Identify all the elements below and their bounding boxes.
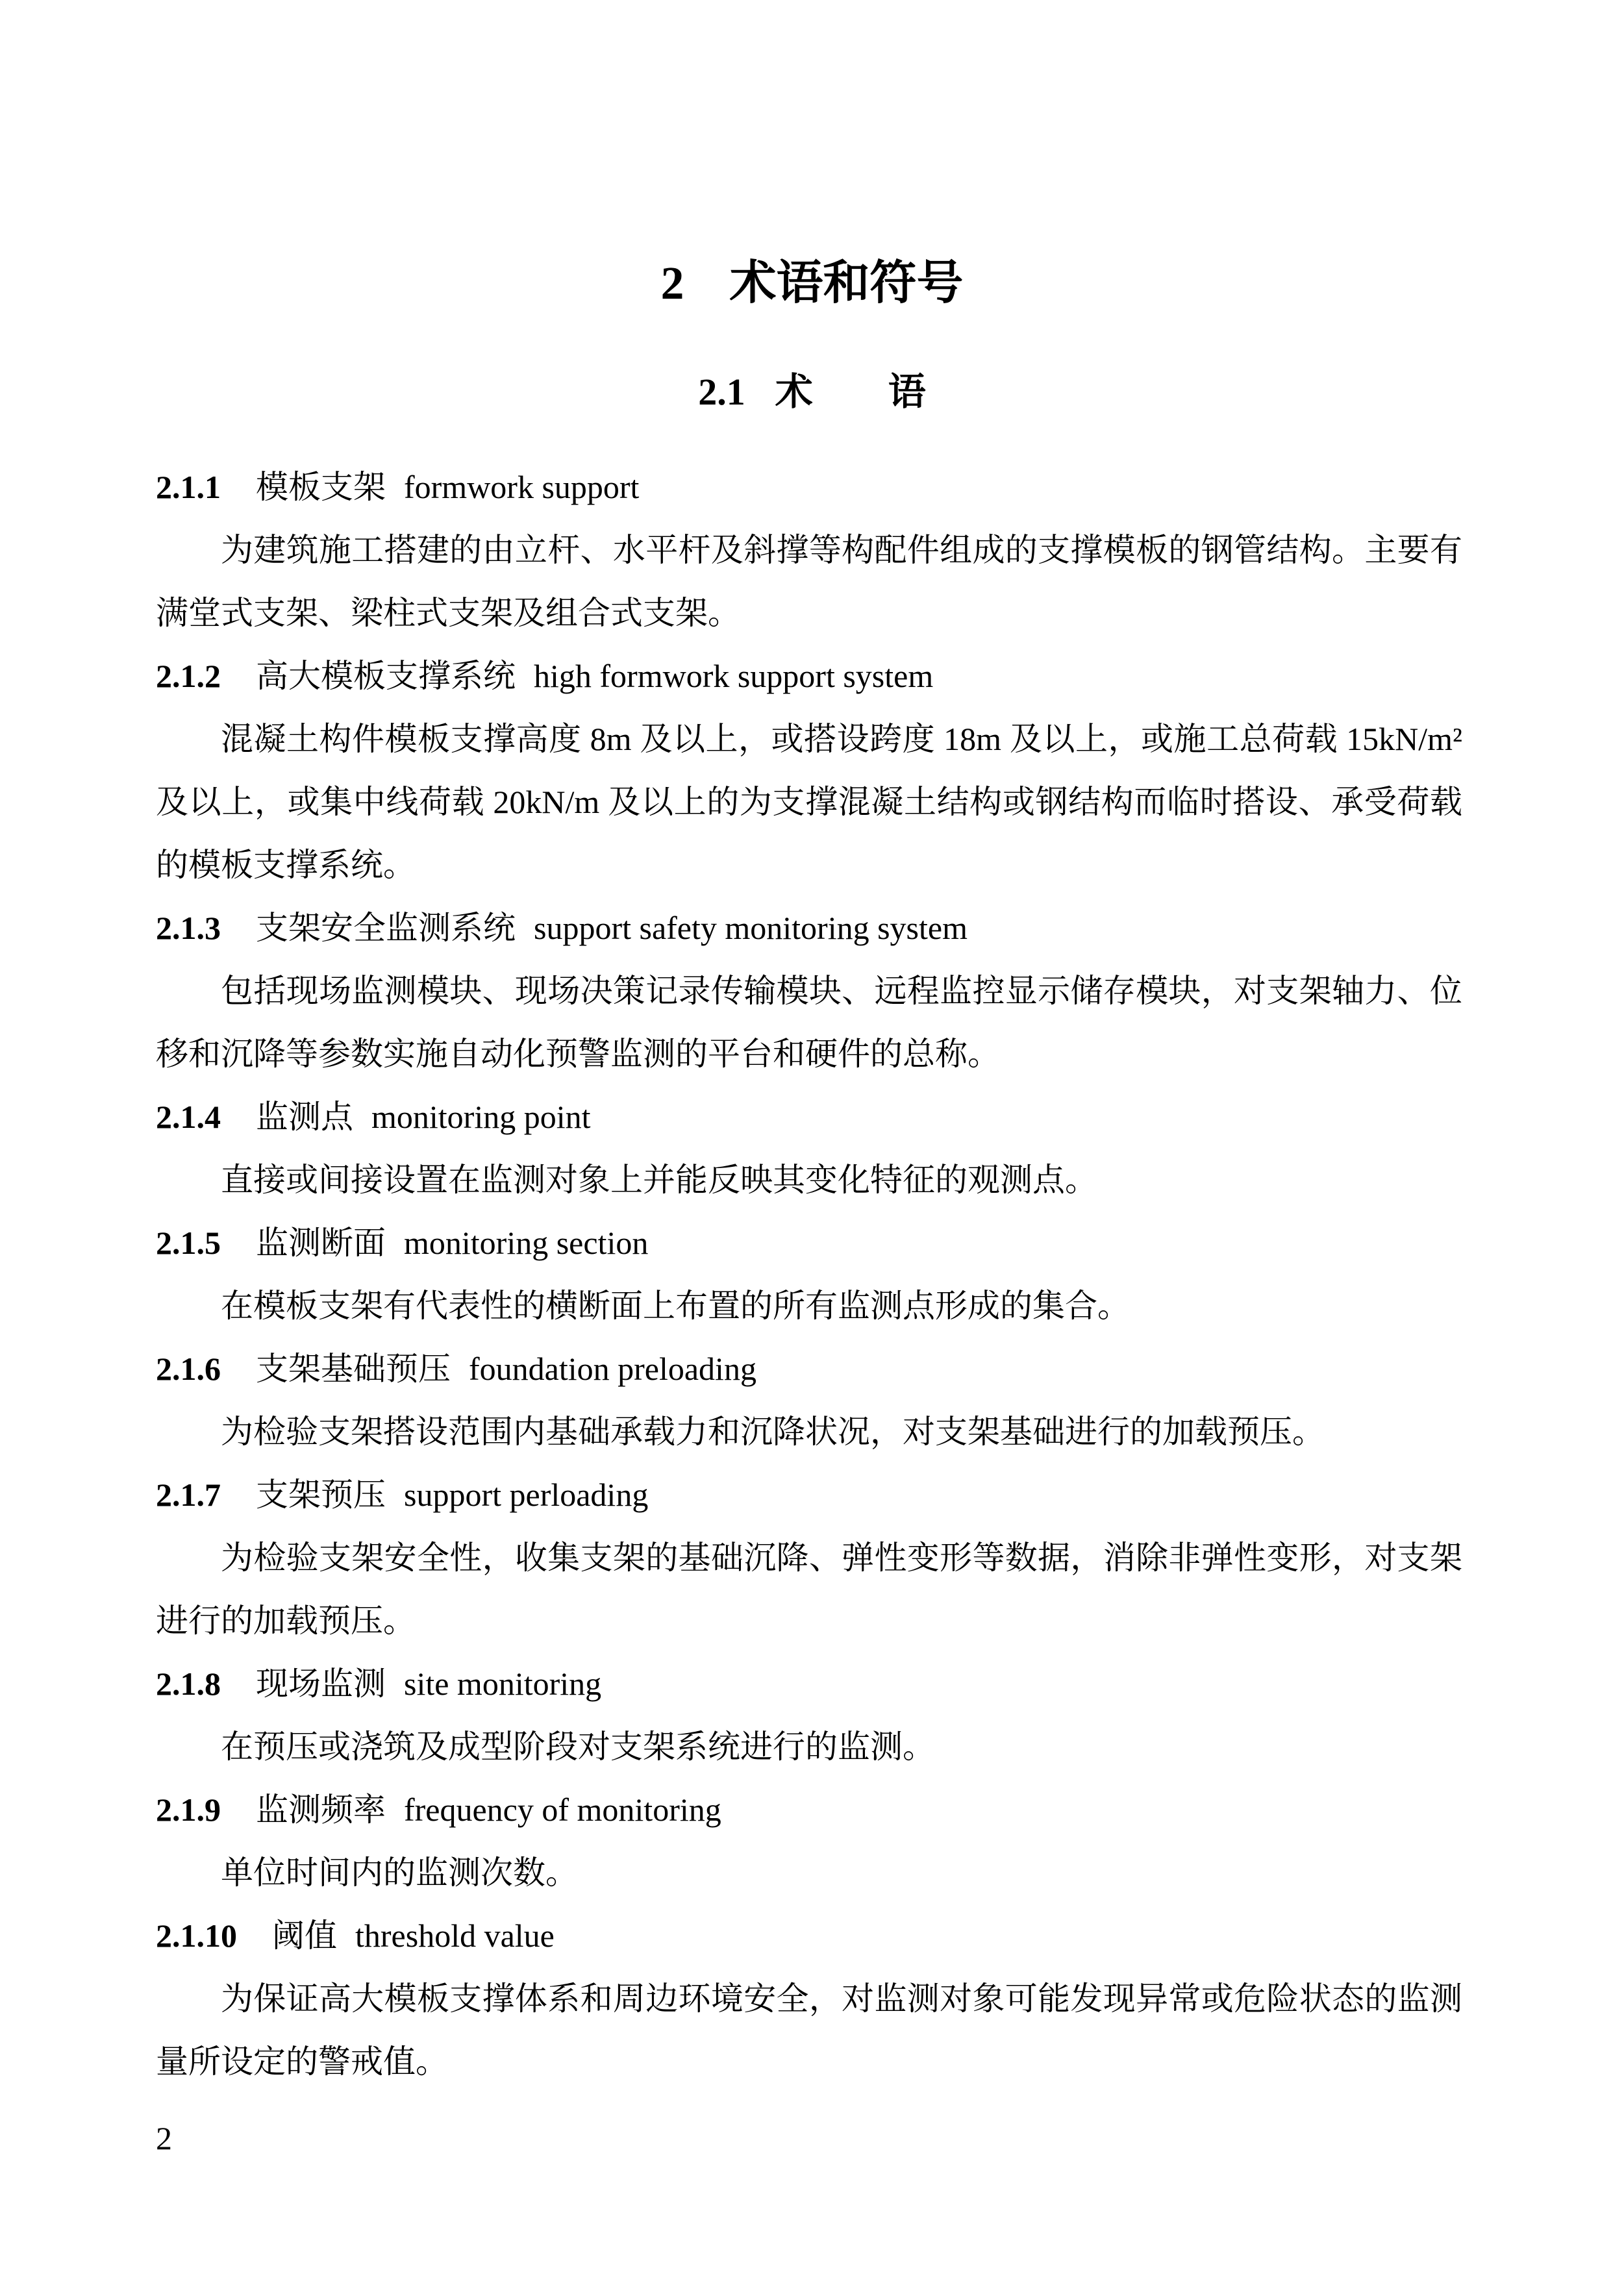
page-number: 2 <box>156 2120 172 2156</box>
chapter-number: 2 <box>660 257 684 309</box>
term-definition: 在预压或浇筑及成型阶段对支架系统进行的监测。 <box>221 1728 935 1765</box>
term-number: 2.1.4 <box>156 1099 221 1135</box>
term-chinese: 支架基础预压 <box>256 1351 451 1387</box>
term-definition: 混凝土构件模板支撑高度 8m 及以上，或搭设跨度 18m 及以上，或施工总荷载 15kN/m²及以上，或集中线荷载 20kN/m 及以上的为支撑混凝土结构或钢结构而临时搭设、承受荷载的模板支撑系统。 <box>156 721 1462 883</box>
section-number: 2.1 <box>698 371 745 413</box>
term-definition: 单位时间内的监测次数。 <box>221 1854 578 1891</box>
term-number: 2.1.6 <box>156 1351 221 1387</box>
term-english: high formwork support system <box>534 658 934 694</box>
term-definition: 为建筑施工搭建的由立杆、水平杆及斜撑等构配件组成的支撑模板的钢管结构。主要有满堂式支架、梁柱式支架及组合式支架。 <box>156 532 1462 631</box>
term-number: 2.1.1 <box>156 469 221 505</box>
term-heading <box>156 1338 1462 1401</box>
term-item <box>156 1212 1462 1338</box>
term-chinese: 监测频率 <box>256 1791 386 1828</box>
term-english: frequency of monitoring <box>404 1791 721 1828</box>
term-chinese: 监测断面 <box>256 1225 386 1261</box>
term-chinese: 支架预压 <box>256 1477 386 1513</box>
chapter-title-text: 术语和符号 <box>729 257 964 309</box>
term-item <box>156 1904 1462 2093</box>
term-english: threshold value <box>355 1917 555 1954</box>
term-heading <box>156 1904 1462 1967</box>
term-chinese: 阈值 <box>272 1917 337 1954</box>
term-item <box>156 1086 1462 1212</box>
term-heading <box>156 897 1462 960</box>
term-english: support safety monitoring system <box>534 910 968 946</box>
term-number: 2.1.3 <box>156 910 221 946</box>
term-number: 2.1.2 <box>156 658 221 694</box>
term-number: 2.1.9 <box>156 1791 221 1828</box>
term-chinese: 支架安全监测系统 <box>256 910 516 946</box>
section-title-text: 术 语 <box>775 371 926 413</box>
term-number: 2.1.7 <box>156 1477 221 1513</box>
term-definition: 包括现场监测模块、现场决策记录传输模块、远程监控显示储存模块，对支架轴力、位移和沉降等参数实施自动化预警监测的平台和硬件的总称。 <box>156 973 1462 1072</box>
term-chinese: 模板支架 <box>256 469 386 505</box>
term-heading <box>156 1086 1462 1149</box>
term-item <box>156 456 1462 645</box>
section-title <box>0 367 1624 418</box>
term-english: monitoring section <box>404 1225 649 1261</box>
term-english: monitoring point <box>371 1099 591 1135</box>
term-number: 2.1.5 <box>156 1225 221 1261</box>
term-heading <box>156 456 1462 519</box>
term-item <box>156 1778 1462 1904</box>
term-heading <box>156 1778 1462 1841</box>
term-item <box>156 1653 1462 1778</box>
term-item <box>156 897 1462 1086</box>
term-chinese: 高大模板支撑系统 <box>256 658 516 694</box>
term-number: 2.1.10 <box>156 1917 237 1954</box>
term-number: 2.1.8 <box>156 1666 221 1702</box>
term-heading <box>156 1464 1462 1527</box>
term-english: support perloading <box>404 1477 649 1513</box>
term-item <box>156 645 1462 897</box>
term-definition: 直接或间接设置在监测对象上并能反映其变化特征的观测点。 <box>221 1162 1097 1198</box>
term-item <box>156 1338 1462 1464</box>
terms-list <box>156 456 1462 2093</box>
term-heading <box>156 645 1462 708</box>
term-heading <box>156 1212 1462 1275</box>
term-definition: 为检验支架安全性，收集支架的基础沉降、弹性变形等数据，消除非弹性变形，对支架进行的加载预压。 <box>156 1540 1462 1639</box>
term-item <box>156 1464 1462 1653</box>
term-heading <box>156 1653 1462 1716</box>
chapter-title <box>0 255 1624 312</box>
term-english: formwork support <box>404 469 640 505</box>
term-definition: 为保证高大模板支撑体系和周边环境安全，对监测对象可能发现异常或危险状态的监测量所设定的警戒值。 <box>156 1980 1462 2080</box>
term-english: site monitoring <box>404 1666 602 1702</box>
term-chinese: 监测点 <box>256 1099 353 1135</box>
term-definition: 在模板支架有代表性的横断面上布置的所有监测点形成的集合。 <box>221 1288 1130 1324</box>
term-definition: 为检验支架搭设范围内基础承载力和沉降状况，对支架基础进行的加载预压。 <box>221 1414 1325 1450</box>
term-english: foundation preloading <box>469 1351 756 1387</box>
term-chinese: 现场监测 <box>256 1666 386 1702</box>
